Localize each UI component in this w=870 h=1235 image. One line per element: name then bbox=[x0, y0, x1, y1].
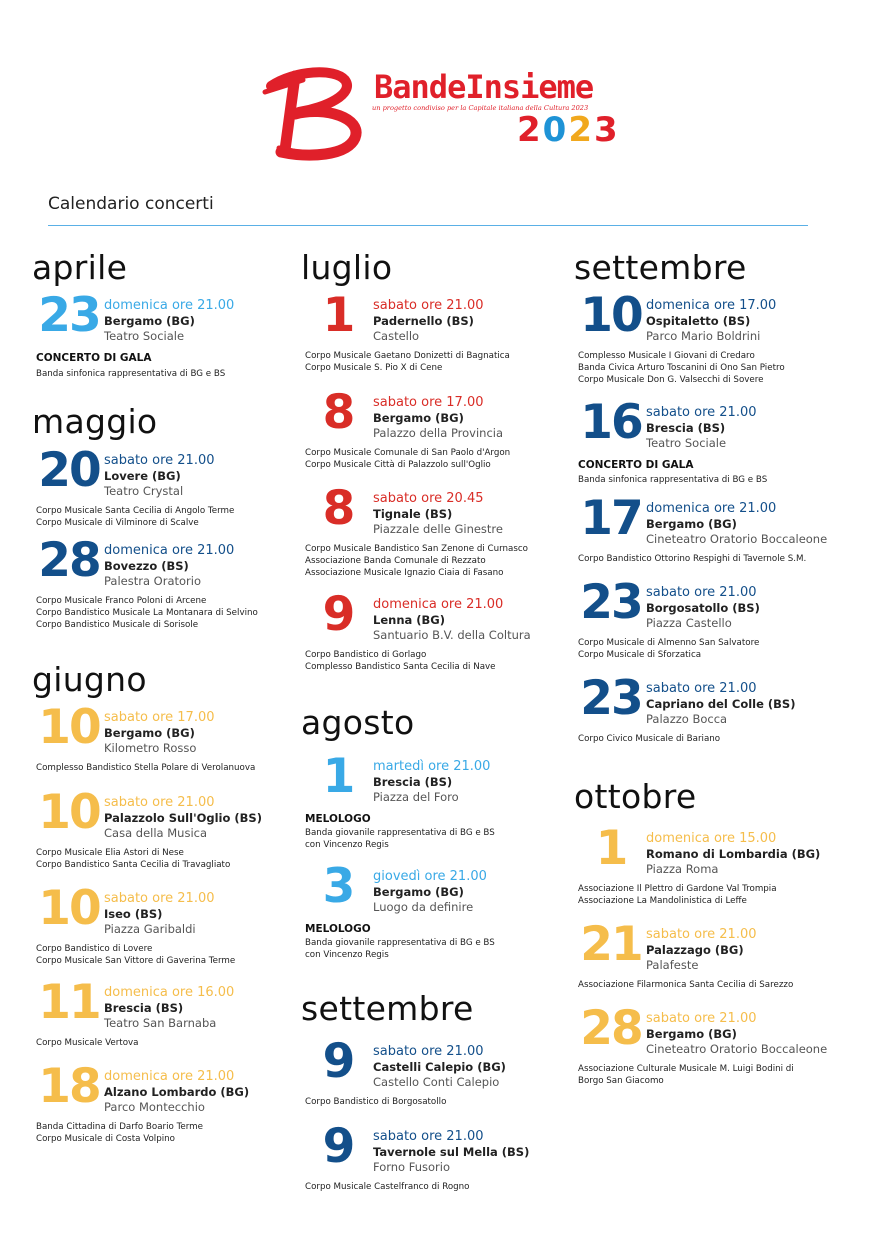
event-bands-list bbox=[578, 637, 759, 661]
event-venue: Forno Fusorio bbox=[373, 1160, 451, 1174]
event-date-time: domenica ore 21.00 bbox=[373, 597, 504, 612]
band-name: Corpo Bandistico Santa Cecilia di Travagliato bbox=[36, 860, 231, 870]
event-day-number: 10 bbox=[38, 785, 100, 840]
event-venue: Santuario B.V. della Coltura bbox=[373, 628, 531, 642]
event-city: Bergamo (BG) bbox=[104, 726, 195, 740]
event-bands-list bbox=[578, 733, 720, 745]
event-day-number: 23 bbox=[38, 288, 100, 343]
band-name: con Vincenzo Regis bbox=[305, 950, 389, 960]
event-info bbox=[646, 585, 760, 631]
event-date-time: domenica ore 21.00 bbox=[104, 1069, 235, 1084]
band-name: Corpo Musicale Città di Palazzolo sull'Oglio bbox=[305, 460, 491, 470]
event-city: Palazzago (BG) bbox=[646, 943, 744, 957]
event-info bbox=[373, 491, 503, 537]
event-info bbox=[373, 597, 531, 643]
event-city: Padernello (BS) bbox=[373, 314, 474, 328]
event-day-number: 18 bbox=[38, 1059, 100, 1114]
event-day-number: 1 bbox=[322, 288, 354, 343]
event-city: Bergamo (BG) bbox=[646, 517, 737, 531]
event-info bbox=[104, 891, 215, 937]
event-venue: Teatro San Barnaba bbox=[104, 1016, 217, 1030]
band-name: Borgo San Giacomo bbox=[578, 1076, 664, 1086]
event-venue: Piazza Castello bbox=[646, 616, 732, 630]
event-city: Alzano Lombardo (BG) bbox=[104, 1085, 250, 1099]
event-special-title: MELOLOGO bbox=[305, 813, 371, 825]
band-name: Associazione Il Plettro di Gardone Val Trompia bbox=[578, 884, 777, 894]
event-date-time: sabato ore 21.00 bbox=[373, 1129, 484, 1144]
event-day-number: 8 bbox=[322, 385, 354, 440]
band-name: Corpo Musicale Franco Poloni di Arcene bbox=[36, 596, 207, 606]
event-venue: Castello bbox=[373, 329, 420, 343]
event-info bbox=[646, 1011, 827, 1057]
event-date-time: sabato ore 17.00 bbox=[104, 710, 215, 725]
band-name: Corpo Musicale di Costa Volpino bbox=[36, 1134, 175, 1144]
event-day-number: 9 bbox=[322, 1034, 354, 1089]
event-city: Iseo (BS) bbox=[104, 907, 163, 921]
event-info bbox=[646, 681, 795, 727]
event-venue: Teatro Sociale bbox=[646, 436, 727, 450]
event-date-time: sabato ore 21.00 bbox=[104, 891, 215, 906]
event-info bbox=[104, 298, 234, 344]
band-name: Corpo Musicale Bandistico San Zenone di Curnasco bbox=[305, 544, 528, 554]
event-city: Capriano del Colle (BS) bbox=[646, 697, 796, 711]
event-day-number: 21 bbox=[580, 917, 642, 972]
brush-b-icon bbox=[255, 62, 373, 167]
event-venue: Piazzale delle Ginestre bbox=[373, 522, 503, 536]
event-venue: Palazzo Bocca bbox=[646, 712, 728, 726]
band-name: Corpo Civico Musicale di Bariano bbox=[578, 734, 721, 744]
event-bands-list bbox=[578, 474, 767, 486]
event-special-title: CONCERTO DI GALA bbox=[36, 352, 152, 364]
band-name: Associazione Banda Comunale di Rezzato bbox=[305, 556, 486, 566]
event-bands-list bbox=[305, 350, 510, 374]
event-venue: Luogo da definire bbox=[373, 900, 474, 914]
event-special-title: CONCERTO DI GALA bbox=[578, 459, 694, 471]
event-city: Brescia (BS) bbox=[104, 1001, 184, 1015]
event-bands-list bbox=[305, 937, 495, 961]
event-city: Tignale (BS) bbox=[373, 507, 453, 521]
event-day-number: 17 bbox=[580, 491, 642, 546]
band-name: Complesso Bandistico Stella Polare di Verolanuova bbox=[36, 763, 256, 773]
event-bands-list bbox=[36, 847, 230, 871]
band-name: Corpo Musicale San Vittore di Gaverina Terme bbox=[36, 956, 236, 966]
event-info bbox=[104, 1069, 249, 1115]
event-bands-list bbox=[578, 883, 777, 907]
event-venue: Cineteatro Oratorio Boccaleone bbox=[646, 532, 828, 546]
band-name: Corpo Musicale di Almenno San Salvatore bbox=[578, 638, 760, 648]
event-city: Bergamo (BG) bbox=[373, 885, 464, 899]
event-bands-list bbox=[36, 762, 255, 774]
event-date-time: domenica ore 21.00 bbox=[104, 298, 235, 313]
event-date-time: domenica ore 21.00 bbox=[104, 543, 235, 558]
event-date-time: sabato ore 20.45 bbox=[373, 491, 484, 506]
band-name: Corpo Bandistico Musicale La Montanara di Selvino bbox=[36, 608, 258, 618]
event-info bbox=[373, 759, 490, 805]
band-name: Corpo Musicale Gaetano Donizetti di Bagnatica bbox=[305, 351, 510, 361]
logo-year-digit: 0 bbox=[542, 110, 569, 150]
event-date-time: giovedì ore 21.00 bbox=[373, 869, 487, 884]
event-day-number: 8 bbox=[322, 481, 354, 536]
event-date-time: sabato ore 21.00 bbox=[373, 1044, 484, 1059]
event-info bbox=[646, 298, 776, 344]
band-name: Banda giovanile rappresentativa di BG e BS bbox=[305, 938, 495, 948]
event-venue: Casa della Musica bbox=[104, 826, 208, 840]
month-heading: luglio bbox=[301, 248, 393, 287]
event-date-time: sabato ore 21.00 bbox=[646, 585, 757, 600]
event-date-time: sabato ore 21.00 bbox=[373, 298, 484, 313]
event-city: Palazzolo Sull'Oglio (BS) bbox=[104, 811, 262, 825]
event-venue: Teatro Crystal bbox=[104, 484, 184, 498]
event-city: Bovezzo (BS) bbox=[104, 559, 189, 573]
event-info bbox=[373, 1129, 529, 1175]
event-info bbox=[373, 1044, 506, 1090]
event-venue: Parco Mario Boldrini bbox=[646, 329, 761, 343]
event-venue: Palestra Oratorio bbox=[104, 574, 201, 588]
month-heading: settembre bbox=[301, 989, 474, 1028]
band-name: Associazione Musicale Ignazio Ciaia di Fasano bbox=[305, 568, 504, 578]
event-city: Lenna (BG) bbox=[373, 613, 445, 627]
band-name: Associazione La Mandolinistica di Leffe bbox=[578, 896, 747, 906]
event-venue: Parco Montecchio bbox=[104, 1100, 205, 1114]
logo-year-digit: 3 bbox=[594, 110, 620, 150]
event-bands-list bbox=[578, 553, 806, 565]
event-info bbox=[104, 453, 215, 499]
band-name: Corpo Musicale di Vilminore di Scalve bbox=[36, 518, 199, 528]
event-day-number: 1 bbox=[595, 821, 627, 876]
event-city: Bergamo (BG) bbox=[373, 411, 464, 425]
event-day-number: 11 bbox=[38, 975, 100, 1030]
event-info bbox=[373, 395, 503, 441]
event-city: Castelli Calepio (BG) bbox=[373, 1060, 506, 1074]
band-name: Corpo Musicale Elia Astori di Nese bbox=[36, 848, 184, 858]
event-day-number: 10 bbox=[38, 881, 100, 936]
event-date-time: martedì ore 21.00 bbox=[373, 759, 491, 774]
event-venue: Kilometro Rosso bbox=[104, 741, 197, 755]
event-city: Borgosatollo (BS) bbox=[646, 601, 760, 615]
event-bands-list bbox=[305, 1181, 470, 1193]
band-name: Associazione Filarmonica Santa Cecilia di Sarezzo bbox=[578, 980, 794, 990]
event-city: Romano di Lombardia (BG) bbox=[646, 847, 821, 861]
band-name: con Vincenzo Regis bbox=[305, 840, 389, 850]
event-day-number: 28 bbox=[38, 533, 100, 588]
event-info bbox=[104, 795, 262, 841]
event-info bbox=[104, 543, 234, 589]
bandeinsieme-logo bbox=[255, 62, 620, 167]
event-bands-list bbox=[36, 505, 234, 529]
month-heading: aprile bbox=[32, 248, 128, 287]
band-name: Corpo Musicale S. Pio X di Cene bbox=[305, 363, 443, 373]
band-name: Corpo Musicale Vertova bbox=[36, 1038, 139, 1048]
event-bands-list bbox=[36, 1121, 203, 1145]
logo-title: BandeInsieme bbox=[374, 68, 594, 106]
event-date-time: domenica ore 15.00 bbox=[646, 831, 777, 846]
event-venue: Palazzo della Provincia bbox=[373, 426, 504, 440]
band-name: Corpo Bandistico Ottorino Respighi di Tavernole S.M. bbox=[578, 554, 807, 564]
event-day-number: 23 bbox=[580, 671, 642, 726]
event-info bbox=[646, 927, 757, 973]
event-day-number: 20 bbox=[38, 443, 100, 498]
band-name: Corpo Musicale Santa Cecilia di Angolo Terme bbox=[36, 506, 235, 516]
event-bands-list bbox=[36, 943, 235, 967]
event-bands-list bbox=[305, 1096, 446, 1108]
band-name: Corpo Musicale Castelfranco di Rogno bbox=[305, 1182, 470, 1192]
logo-year-digit: 2 bbox=[568, 110, 595, 150]
event-day-number: 9 bbox=[322, 1119, 354, 1174]
title-divider bbox=[48, 225, 808, 226]
event-day-number: 9 bbox=[322, 587, 354, 642]
event-venue: Piazza Garibaldi bbox=[104, 922, 196, 936]
band-name: Banda Civica Arturo Toscanini di Ono San Pietro bbox=[578, 363, 785, 373]
event-city: Bergamo (BG) bbox=[646, 1027, 737, 1041]
event-day-number: 10 bbox=[580, 288, 642, 343]
event-day-number: 3 bbox=[322, 859, 354, 914]
logo-tagline: un progetto condiviso per la Capitale italiana della Cultura 2023 bbox=[372, 104, 589, 112]
event-date-time: sabato ore 21.00 bbox=[646, 681, 757, 696]
event-bands-list bbox=[305, 649, 496, 673]
event-bands-list bbox=[305, 543, 528, 579]
event-venue: Piazza del Foro bbox=[373, 790, 459, 804]
band-name: Complesso Bandistico Santa Cecilia di Nave bbox=[305, 662, 496, 672]
event-special-title: MELOLOGO bbox=[305, 923, 371, 935]
event-city: Lovere (BG) bbox=[104, 469, 181, 483]
event-venue: Cineteatro Oratorio Boccaleone bbox=[646, 1042, 828, 1056]
event-date-time: sabato ore 17.00 bbox=[373, 395, 484, 410]
event-info bbox=[646, 831, 820, 877]
event-city: Brescia (BS) bbox=[646, 421, 726, 435]
calendar-title: Calendario concerti bbox=[48, 194, 214, 214]
band-name: Corpo Musicale Don G. Valsecchi di Sovere bbox=[578, 375, 764, 385]
logo-year-digit: 2 bbox=[517, 110, 543, 150]
event-day-number: 28 bbox=[580, 1001, 642, 1056]
event-bands-list bbox=[36, 1037, 138, 1049]
event-bands-list bbox=[578, 979, 793, 991]
band-name: Banda sinfonica rappresentativa di BG e BS bbox=[36, 369, 226, 379]
event-date-time: sabato ore 21.00 bbox=[104, 795, 215, 810]
band-name: Corpo Bandistico di Borgosatollo bbox=[305, 1097, 447, 1107]
month-heading: giugno bbox=[32, 660, 147, 699]
band-name: Associazione Culturale Musicale M. Luigi Bodini di bbox=[578, 1064, 794, 1074]
event-city: Brescia (BS) bbox=[373, 775, 453, 789]
event-bands-list bbox=[305, 827, 495, 851]
band-name: Banda sinfonica rappresentativa di BG e BS bbox=[578, 475, 768, 485]
event-date-time: sabato ore 21.00 bbox=[104, 453, 215, 468]
event-day-number: 16 bbox=[580, 395, 642, 450]
month-heading: agosto bbox=[301, 703, 415, 742]
band-name: Corpo Bandistico di Gorlago bbox=[305, 650, 427, 660]
band-name: Banda giovanile rappresentativa di BG e BS bbox=[305, 828, 495, 838]
event-date-time: domenica ore 17.00 bbox=[646, 298, 777, 313]
event-info bbox=[373, 298, 484, 344]
event-info bbox=[646, 405, 757, 451]
month-heading: settembre bbox=[574, 248, 747, 287]
event-venue: Teatro Sociale bbox=[104, 329, 185, 343]
event-venue: Castello Conti Calepio bbox=[373, 1075, 500, 1089]
month-heading: maggio bbox=[32, 402, 158, 441]
logo-year bbox=[517, 110, 620, 150]
event-venue: Piazza Roma bbox=[646, 862, 719, 876]
event-date-time: domenica ore 16.00 bbox=[104, 985, 235, 1000]
event-info bbox=[373, 869, 487, 915]
band-name: Complesso Musicale I Giovani di Credaro bbox=[578, 351, 755, 361]
event-city: Ospitaletto (BS) bbox=[646, 314, 751, 328]
event-bands-list bbox=[578, 1063, 794, 1087]
event-info bbox=[104, 985, 234, 1031]
month-heading: ottobre bbox=[574, 777, 697, 816]
event-bands-list bbox=[578, 350, 785, 386]
band-name: Banda Cittadina di Darfo Boario Terme bbox=[36, 1122, 203, 1132]
event-bands-list bbox=[36, 595, 258, 631]
event-bands-list bbox=[36, 368, 225, 380]
band-name: Corpo Musicale di Sforzatica bbox=[578, 650, 702, 660]
event-date-time: domenica ore 21.00 bbox=[646, 501, 777, 516]
event-city: Tavernole sul Mella (BS) bbox=[373, 1145, 530, 1159]
event-day-number: 23 bbox=[580, 575, 642, 630]
event-info bbox=[646, 501, 827, 547]
band-name: Corpo Bandistico di Lovere bbox=[36, 944, 153, 954]
event-day-number: 1 bbox=[322, 749, 354, 804]
event-date-time: sabato ore 21.00 bbox=[646, 927, 757, 942]
event-bands-list bbox=[305, 447, 510, 471]
band-name: Corpo Bandistico Musicale di Sorisole bbox=[36, 620, 199, 630]
event-venue: Palafeste bbox=[646, 958, 699, 972]
band-name: Corpo Musicale Comunale di San Paolo d'Argon bbox=[305, 448, 511, 458]
event-city: Bergamo (BG) bbox=[104, 314, 195, 328]
event-day-number: 10 bbox=[38, 700, 100, 755]
event-date-time: sabato ore 21.00 bbox=[646, 405, 757, 420]
event-info bbox=[104, 710, 215, 756]
event-date-time: sabato ore 21.00 bbox=[646, 1011, 757, 1026]
